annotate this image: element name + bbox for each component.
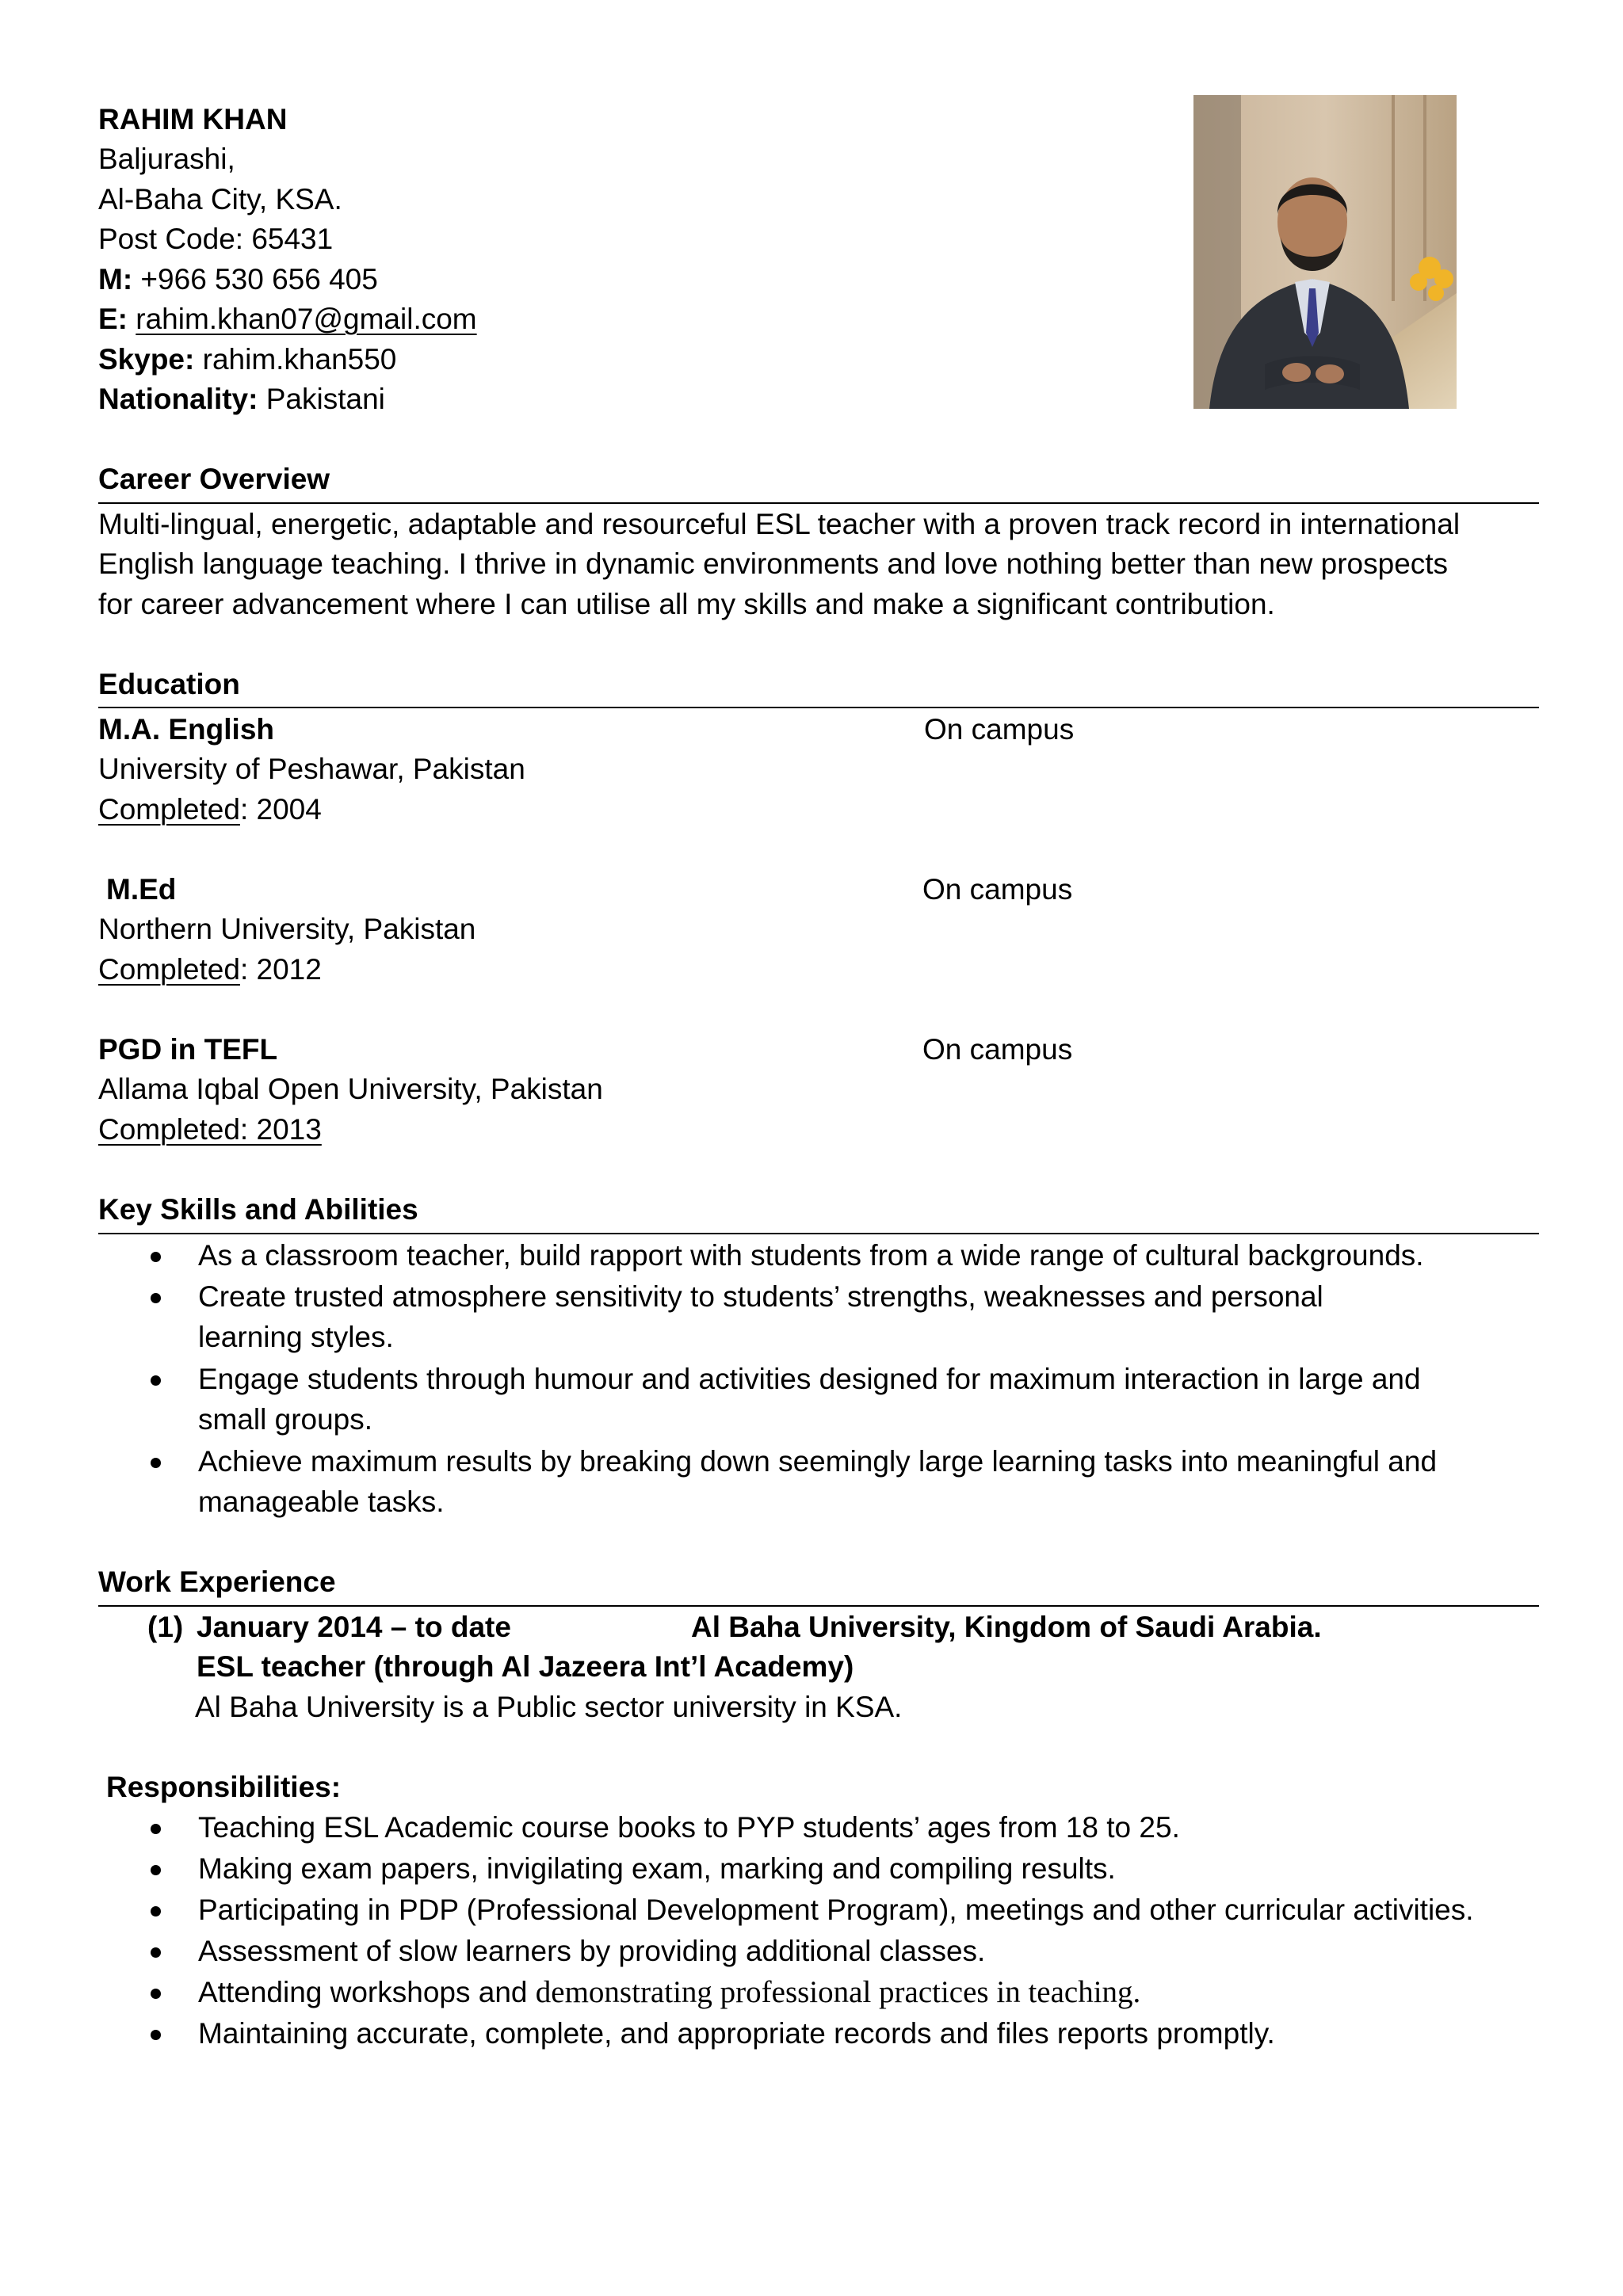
skype-line	[98, 340, 396, 379]
address-line-1: Baljurashi,	[98, 143, 235, 175]
job-title: ESL teacher (through Al Jazeera Int’l Academy)	[197, 1650, 854, 1683]
responsibility-item	[198, 1973, 1140, 2012]
bullet-icon	[151, 1906, 161, 1917]
job-description: Al Baha University is a Public sector university in KSA.	[195, 1691, 903, 1723]
responsibility-item: Making exam papers, invigilating exam, marking and compiling results.	[198, 1852, 1116, 1885]
email-label: E:	[98, 303, 128, 335]
responsibility-item: Maintaining accurate, complete, and appropriate records and files reports promptly.	[198, 2017, 1275, 2050]
email-line	[98, 299, 477, 339]
skills-rule	[98, 1233, 1539, 1234]
education-institution: University of Peshawar, Pakistan	[98, 753, 525, 785]
responsibility-part-2: demonstrating professional practices in teaching.	[535, 1975, 1141, 2009]
career-overview-line-3: for career advancement where I can utilise all my skills and make a significant contribution.	[98, 588, 1275, 620]
profile-photo	[1193, 95, 1457, 409]
responsibility-item: Teaching ESL Academic course books to PYP students’ ages from 18 to 25.	[198, 1811, 1180, 1844]
bullet-icon	[151, 1865, 161, 1875]
bullet-icon	[151, 1375, 161, 1386]
work-heading: Work Experience	[98, 1566, 336, 1598]
education-degree: M.Ed	[106, 873, 177, 906]
education-rule	[98, 707, 1539, 708]
career-overview-line-1: Multi-lingual, energetic, adaptable and resourceful ESL teacher with a proven track record in international	[98, 508, 1461, 540]
skill-item-line: small groups.	[198, 1403, 373, 1436]
career-overview-rule	[98, 502, 1539, 504]
responsibility-part-1: Attending workshops and	[198, 1976, 536, 2008]
education-completed	[98, 790, 322, 830]
responsibility-item: Participating in PDP (Professional Development Program), meetings and other curricular activities.	[198, 1894, 1474, 1926]
skill-item-line: As a classroom teacher, build rapport with students from a wide range of cultural backgrounds.	[198, 1239, 1424, 1272]
career-overview-heading: Career Overview	[98, 463, 330, 495]
portrait-image	[1193, 95, 1457, 409]
completed-label: Completed	[98, 793, 240, 826]
education-degree: M.A. English	[98, 713, 274, 746]
education-degree: PGD in TEFL	[98, 1033, 278, 1066]
nationality-line	[98, 379, 385, 419]
work-rule	[98, 1605, 1539, 1607]
skill-item-line: manageable tasks.	[198, 1486, 445, 1518]
completed-label: Completed	[98, 953, 240, 986]
job-employer: Al Baha University, Kingdom of Saudi Arabia.	[691, 1611, 1322, 1643]
nationality-label: Nationality:	[98, 383, 258, 415]
education-heading: Education	[98, 668, 240, 700]
education-completed	[98, 950, 322, 990]
education-mode: On campus	[922, 873, 1073, 906]
skill-item-line: Achieve maximum results by breaking down seemingly large learning tasks into meaningful and	[198, 1445, 1438, 1478]
email-link[interactable]: rahim.khan07@gmail.com	[136, 303, 477, 335]
address-line-2: Al-Baha City, KSA.	[98, 183, 342, 215]
post-code: Post Code: 65431	[98, 223, 334, 255]
skills-heading: Key Skills and Abilities	[98, 1193, 418, 1226]
bullet-icon	[151, 1293, 161, 1303]
bullet-icon	[151, 1989, 161, 1999]
job-number: (1)	[147, 1611, 184, 1643]
bullet-icon	[151, 1458, 161, 1468]
responsibilities-heading: Responsibilities:	[106, 1771, 342, 1803]
education-mode: On campus	[924, 713, 1075, 746]
education-institution: Allama Iqbal Open University, Pakistan	[98, 1073, 603, 1105]
skype-label: Skype:	[98, 343, 195, 376]
skill-item-line: learning styles.	[198, 1321, 394, 1353]
completed-year: : 2004	[239, 793, 322, 826]
bullet-icon	[151, 1252, 161, 1262]
mobile-line	[98, 260, 378, 299]
mobile-value: +966 530 656 405	[132, 263, 378, 296]
skill-item-line: Engage students through humour and activities designed for maximum interaction in large and	[198, 1363, 1421, 1395]
skill-item-line: Create trusted atmosphere sensitivity to students’ strengths, weaknesses and personal	[198, 1280, 1323, 1313]
education-completed	[98, 1110, 322, 1150]
completed-year: : 2012	[239, 953, 322, 986]
mobile-label: M:	[98, 263, 133, 296]
education-mode: On campus	[922, 1033, 1073, 1066]
completed-label: Completed: 2013	[98, 1113, 322, 1146]
bullet-icon	[151, 2030, 161, 2040]
career-overview-line-2: English language teaching. I thrive in dynamic environments and love nothing better than new prospects	[98, 547, 1449, 580]
nationality-value: Pakistani	[258, 383, 385, 415]
bullet-icon	[151, 1947, 161, 1958]
job-dates: January 2014 – to date	[197, 1611, 511, 1643]
education-institution: Northern University, Pakistan	[98, 913, 476, 945]
skype-value: rahim.khan550	[194, 343, 397, 376]
candidate-name: RAHIM KHAN	[98, 103, 288, 135]
responsibility-item: Assessment of slow learners by providing additional classes.	[198, 1935, 986, 1967]
bullet-icon	[151, 1824, 161, 1834]
